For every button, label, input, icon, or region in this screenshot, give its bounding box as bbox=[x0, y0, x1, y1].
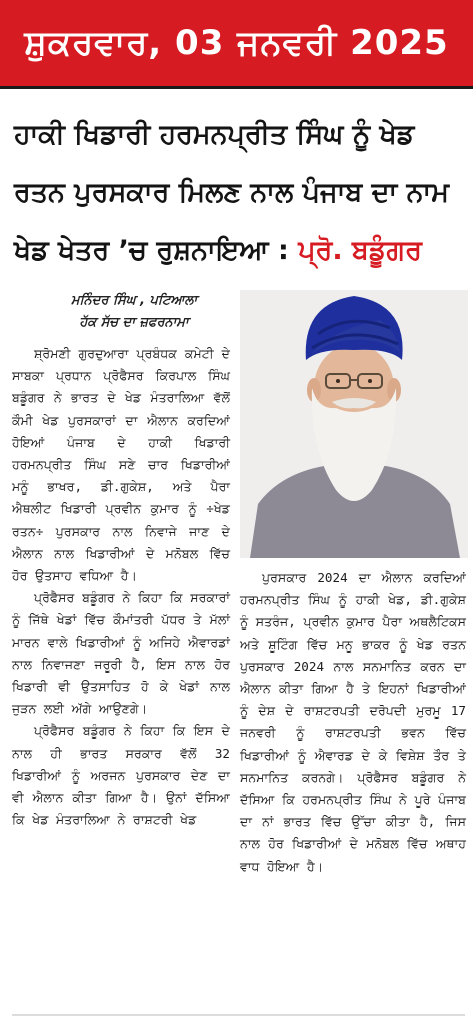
article-column-left bbox=[12, 343, 230, 831]
paper-tagline: ਹੱਕ ਸੱਚ ਦਾ ਜ਼ਫਰਨਾਮਾ bbox=[79, 315, 189, 330]
article-paragraph: ਪ੍ਰੋਫੈਸਰ ਬਡੂੰਗਰ ਨੇ ਕਿਹਾ ਕਿ ਸਰਕਾਰਾਂ ਨੂੰ ਜਿੱਥੇ ਖੇਡਾਂ ਵਿੱਚ ਕੌਮਾਂਤਰੀ ਪੱਧਰ ਤੇ ਮੱਲਾਂ ਮਾਰਨ ਵਾਲੇ ਖਿਡਾਰੀਆਂ ਨੂੰ ਅਜਿਹੇ ਐਵਾਰਡਾਂ ਨਾਲ ਨਿਵਾਜਣਾ ਜਰੂਰੀ ਹੈ, ਇਸ ਨਾਲ ਹੋਰ ਖਿਡਾਰੀ ਵੀ ਉਤਸਾਹਿਤ ਹੋ ਕੇ ਖੇਡਾਂ ਨਾਲ ਜੁੜਨ ਲਈ ਅੱਗੇ ਆਉਣਗੇ। bbox=[12, 590, 230, 717]
article-paragraph: ਪੁਰਸਕਾਰ 2024 ਦਾ ਐਲਾਨ ਕਰਦਿਆਂ ਹਰਮਨਪ੍ਰੀਤ ਸਿੰਘ ਨੂੰ ਹਾਕੀ ਖੇਡ, ਡੀ.ਗੁਕੇਸ਼ ਨੂੰ ਸਤਰੰਜ, ਪ੍ਰਵੀਨ ਕੁਮਾਰ ਪੈਰਾ ਅਥਲੈਟਿਕਸ ਅਤੇ ਸ਼ੂਟਿੰਗ ਵਿੱਚ ਮਨੂ ਭਾਕਰ ਨੂੰ ਖੇਡ ਰਤਨ ਪੁਰਸਕਾਰ 2024 ਨਾਲ ਸਨਮਾਨਿਤ ਕਰਨ ਦਾ ਐਲਾਨ ਕੀਤਾ ਗਿਆ ਹੈ ਤੇ ਇਹਨਾਂ ਖਿਡਾਰੀਆਂ ਨੂੰ ਦੇਸ਼ ਦੇ ਰਾਸ਼ਟਰਪਤੀ ਦਰੋਪਦੀ ਮੁਰਮੂ 17 ਜਨਵਰੀ ਨੂੰ ਰਾਸ਼ਟਰਪਤੀ ਭਵਨ ਵਿੱਚ ਖਿਡਾਰੀਆਂ ਨੂੰ ਐਵਾਰਡ ਦੇ ਕੇ ਵਿਸ਼ੇਸ਼ ਤੌਰ ਤੇ ਸਨਮਾਨਿਤ ਕਰਨਗੇ। ਪ੍ਰੋਫੈਸਰ ਬਡੂੰਗਰ ਨੇ ਦੱਸਿਆ ਕਿ ਹਰਮਨਪ੍ਰੀਤ ਸਿੰਘ ਨੇ ਪੂਰੇ ਪੰਜਾਬ ਦਾ ਨਾਂ ਭਾਰਤ ਵਿੱਚ ਉੱਚਾ ਕੀਤਾ ਹੈ, ਜਿਸ ਨਾਲ ਹੋਰ ਖਿਡਾਰੀਆਂ ਦੇ ਮਨੋਬਲ ਵਿੱਚ ਅਥਾਹ ਵਾਧ ਹੋਇਆ ਹੈ। bbox=[240, 570, 466, 874]
article-column-right bbox=[240, 567, 466, 878]
article-paragraph: ਸ਼੍ਰੋਮਣੀ ਗੁਰਦੁਆਰਾ ਪ੍ਰਬੰਧਕ ਕਮੇਟੀ ਦੇ ਸਾਬਕਾ ਪ੍ਰਧਾਨ ਪ੍ਰੋਫੈਸਰ ਕਿਰਪਾਲ ਸਿੰਘ ਬਡੂੰਗਰ ਨੇ ਭਾਰਤ ਦੇ ਖੇਡ ਮੰਤਰਾਲਿਆ ਵੱਲੋਂ ਕੌਮੀ ਖੇਡ ਪੁਰਸਕਾਰਾਂ ਦਾ ਐਲਾਨ ਕਰਦਿਆਂ ਹੋਇਆਂ ਪੰਜਾਬ ਦੇ ਹਾਕੀ ਖਿਡਾਰੀ ਹਰਮਨਪ੍ਰੀਤ ਸਿੰਘ ਸਣੇ ਚਾਰ ਖਿਡਾਰੀਆਂ ਮਨੂੰ ਭਾਖਰ, ਡੀ.ਗੁਕੇਸ਼, ਅਤੇ ਪੈਰਾ ਐਥਲੀਟ ਖਿਡਾਰੀ ਪ੍ਰਵੀਨ ਕੁਮਾਰ ਨੂੰ ÷ਖੇਡ ਰਤਨ÷ ਪੁਰਸਕਾਰ ਨਾਲ ਨਿਵਾਜੇ ਜਾਣ ਦੇ ਐਲਾਨ ਨਾਲ ਖਿਡਾਰੀਆਂ ਦੇ ਮਨੋਬਲ ਵਿੱਚ ਹੋਰ ਉਤਸਾਹ ਵਧਿਆ ਹੈ। bbox=[12, 346, 230, 584]
date-banner bbox=[0, 0, 473, 86]
date-text: ਸ਼ੁਕਰਵਾਰ, 03 ਜਨਵਰੀ 2025 bbox=[24, 23, 449, 63]
bottom-divider bbox=[12, 1014, 465, 1016]
headline-line-3 bbox=[14, 222, 466, 280]
headline-line-2: ਰਤਨ ਪੁਰਸਕਾਰ ਮਿਲਣ ਨਾਲ ਪੰਜਾਬ ਦਾ ਨਾਮ bbox=[14, 177, 450, 208]
headline-line-1: ਹਾਕੀ ਖਿਡਾਰੀ ਹਰਮਨਪ੍ਰੀਤ ਸਿੰਘ ਨੂੰ ਖੇਡ bbox=[14, 119, 415, 150]
portrait-photo-icon bbox=[240, 290, 468, 558]
headline-accent-name: ਪ੍ਰੋ. ਬਡੂੰਗਰ bbox=[298, 235, 422, 266]
byline bbox=[34, 290, 234, 334]
headline bbox=[14, 106, 466, 280]
banner-divider bbox=[0, 86, 473, 89]
reporter-name: ਮਨਿੰਦਰ ਸਿੰਘ , ਪਟਿਆਲਾ bbox=[70, 293, 198, 308]
portrait-photo bbox=[240, 290, 468, 558]
article-paragraph: ਪ੍ਰੋਫੈਸਰ ਬਡੂੰਗਰ ਨੇ ਕਿਹਾ ਕਿ ਇਸ ਦੇ ਨਾਲ ਹੀ ਭਾਰਤ ਸਰਕਾਰ ਵੱਲੋਂ 32 ਖਿਡਾਰੀਆਂ ਨੂੰ ਅਰਜਨ ਪੁਰਸਕਾਰ ਦੇਣ ਦਾ ਵੀ ਐਲਾਨ ਕੀਤਾ ਗਿਆ ਹੈ। ਉਨਾਂ ਦੱਸਿਆ ਕਿ ਖੇਡ ਮੰਤਰਾਲਿਆ ਨੇ ਰਾਸ਼ਟਰੀ ਖੇਡ bbox=[12, 723, 230, 828]
headline-line-3-main: ਖੇਡ ਖੇਤਰ ’ਚ ਰੁਸ਼ਨਾਇਆ : bbox=[14, 235, 299, 266]
